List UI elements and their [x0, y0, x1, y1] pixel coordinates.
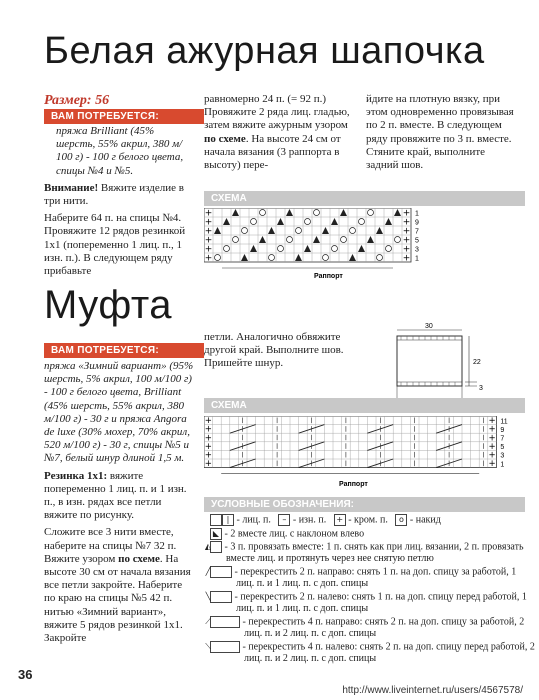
edge-stitch-mark: + — [488, 416, 496, 427]
decrease-mark — [277, 218, 284, 225]
edge-stitch-mark: + — [204, 217, 213, 228]
row-number-label: 5 — [415, 237, 419, 245]
muff-scheme-header: СХЕМА — [204, 398, 525, 413]
page-number: 36 — [18, 667, 33, 682]
decrease-mark — [295, 254, 302, 261]
yarn-over-mark — [305, 219, 311, 225]
legend-k2tog: ◣ - 2 вместе лиц. с наклоном влево — [210, 528, 510, 540]
edge-stitch-mark: + — [402, 253, 411, 264]
muff-title: Муфта — [44, 283, 172, 327]
decrease-mark — [268, 227, 275, 234]
edge-stitch-mark: + — [402, 235, 411, 246]
edge-stitch-mark: + — [488, 424, 496, 435]
yarn-over-mark — [323, 255, 329, 261]
yarn-over-mark — [314, 210, 320, 216]
decrease-mark — [367, 236, 374, 243]
decrease-mark — [331, 218, 338, 225]
yarn-over-mark — [224, 246, 230, 252]
decrease-mark — [385, 218, 392, 225]
edge-stitch-mark: + — [204, 416, 212, 427]
knit-icon — [210, 514, 222, 526]
row-number-label: 7 — [415, 228, 419, 236]
muff-text1: Сложите все 3 нити вместе, наберите на спицы №7 32 п. Вяжите узором по схеме. На высоте 30 см от начала вязания все петли закройте. Наберите по краю на спицы №5 42 п. нитью «Зимний вариант», вяжите 5 рядов резинкой 1х1. Закройте — [44, 526, 191, 645]
k2tog-left-icon: ◣ — [210, 528, 222, 540]
row-number-label: 1 — [500, 461, 505, 469]
yarn-over-mark — [215, 255, 221, 261]
yarn-over-mark — [242, 228, 248, 234]
yarn-over-mark — [350, 228, 356, 234]
row-number-label: 1 — [415, 210, 419, 218]
decrease-mark — [376, 227, 383, 234]
hat-materials: пряжа Brilliant (45% шерсть, 55% акрил, 380 м/ 100 г) - 100 г белого цвета, спицы №4 и №5. — [56, 125, 184, 177]
yarn-over-mark — [395, 237, 401, 243]
row-number-label: 9 — [415, 219, 419, 227]
edge-stitch-mark: + — [204, 459, 212, 470]
cross-mark — [367, 459, 393, 468]
hat-title: Белая ажурная шапочка — [44, 30, 485, 72]
knit-icon-alt: | — [222, 514, 234, 526]
decrease-mark — [313, 236, 320, 243]
decrease-mark — [394, 209, 401, 216]
legend-cross2l: ╲ - перекрестить 2 п. налево: снять 1 п. на доп. спицу перед работой, 1 лиц. п. и 1 лиц. п. с доп. спицы — [205, 591, 527, 615]
legend-cross2r: ╱ - перекрестить 2 п. направо: снять 1 п. на доп. спицу за работой, 1 лиц. п. и 1 лиц. п. с доп. спицы — [205, 566, 517, 590]
decrease-mark — [358, 245, 365, 252]
edge-stitch-icon: + — [334, 514, 346, 526]
muff-rib: Резинка 1х1: вяжите попеременно 1 лиц. п. и 1 изн. п., в изн. рядах все петли вяжите по рисунку. — [44, 469, 187, 522]
edge-stitch-mark: + — [204, 433, 212, 444]
yarn-over-mark — [260, 210, 266, 216]
legend-cross4l: ⟍ - перекрестить 4 п. налево: снять 2 п. на доп. спицу перед работой, 2 лиц. п. и 2 лиц. п. с доп. спицы — [205, 641, 535, 665]
edge-stitch-mark: + — [402, 244, 411, 255]
cross-mark — [367, 425, 393, 434]
row-number-label: 3 — [415, 246, 419, 254]
muff-scheme-chart — [204, 416, 516, 488]
legend-basic-row: | - лиц. п. – - изн. п. + - кром. п. o - накид — [210, 514, 510, 526]
hat-scheme-chart — [204, 208, 444, 280]
purl-icon: – — [278, 514, 290, 526]
hat-size: Размер: 56 — [44, 93, 110, 108]
edge-stitch-mark: + — [488, 459, 496, 470]
yarn-over-icon: o — [395, 514, 407, 526]
edge-stitch-mark: + — [488, 441, 496, 452]
decrease-mark — [349, 254, 356, 261]
cross-mark — [230, 442, 256, 451]
cross-mark — [299, 442, 325, 451]
hat-rapport-label: Раппорт — [314, 273, 343, 280]
decrease-mark — [232, 209, 239, 216]
edge-stitch-mark: + — [204, 253, 213, 264]
hat-text-col1 — [44, 125, 194, 278]
yarn-over-mark — [341, 237, 347, 243]
decrease-mark — [286, 209, 293, 216]
muff-rapport-label: Раппорт — [339, 481, 368, 488]
muff-materials: пряжа «Зимний вариант» (95% шерсть, 5% акрил, 100 м/100 г) - 100 г белого цвета, Brilliant (45% шерсть, 55% акрил, 380 м/100 г) - 30 г и пряжа Angora de luxe (30% мохер, 70% акрил, 520 м/100 г) - 30 г, спицы №5 и №7, белый шнур длиной 1,5 м. — [44, 360, 194, 465]
row-number-label: 9 — [500, 426, 505, 434]
row-number-label: 11 — [500, 418, 508, 426]
yarn-over-mark — [377, 255, 383, 261]
cross-mark — [299, 425, 325, 434]
cross-mark — [436, 459, 462, 468]
yarn-over-mark — [368, 210, 374, 216]
cross-4-left-icon: ⟍ — [210, 641, 240, 653]
yarn-over-mark — [251, 219, 257, 225]
edge-stitch-mark: + — [204, 244, 213, 255]
edge-stitch-mark: + — [204, 441, 212, 452]
decrease-mark — [259, 236, 266, 243]
muff-body-rect — [397, 336, 462, 386]
yarn-over-mark — [233, 237, 239, 243]
decrease-mark — [304, 245, 311, 252]
hat-text-col2: равномерно 24 п. (= 92 п.) Провяжите 2 ряда лиц. гладью, затем вяжите ажурным узором по схеме. На высоте 24 см от начала вязания (3 раппорта в высоту) пере- — [204, 93, 350, 172]
edge-stitch-mark: + — [402, 217, 411, 228]
cross-2-left-icon: ╲ — [210, 591, 232, 603]
decrease-mark — [322, 227, 329, 234]
cross-4-right-icon: ⟋ — [210, 616, 240, 628]
decrease-mark — [250, 245, 257, 252]
dim-30: 30 — [425, 323, 433, 330]
yarn-over-mark — [287, 237, 293, 243]
yarn-over-mark — [278, 246, 284, 252]
decrease-mark — [223, 218, 230, 225]
footer-url: http://www.liveinternet.ru/users/4567578/ — [342, 685, 523, 696]
row-number-label: 3 — [500, 452, 505, 460]
cross-mark — [230, 425, 256, 434]
row-number-label: 1 — [415, 255, 419, 263]
hat-attention: Внимание! Вяжите изделие в три нити. — [44, 181, 184, 208]
hat-text1: Наберите 64 п. на спицы №4. Провяжите 12 рядов резинкой 1х1 (попеременно 1 лиц. п., 1 изн. п.). В следующем ряду прибавьте — [44, 212, 186, 278]
hat-scheme-header: СХЕМА — [204, 191, 525, 206]
sk3-icon: ◭ — [210, 541, 222, 553]
cross-mark — [436, 425, 462, 434]
edge-stitch-mark: + — [204, 235, 213, 246]
yarn-over-mark — [359, 219, 365, 225]
cross-mark — [367, 442, 393, 451]
edge-stitch-mark: + — [488, 450, 496, 461]
muff-text-col2: петли. Аналогично обвяжите другой край. Выполните шов. Пришейте шнур. — [204, 331, 344, 370]
hat-text-col3: йдите на плотную вязку, при этом одновременно провязывая по 2 п. вместе. В следующем ряду провяжите по 3 п. вместе. Стяните край, выполните задний шов. — [366, 93, 514, 172]
hat-needs-header: ВАМ ПОТРЕБУЕТСЯ: — [44, 109, 204, 124]
cross-mark — [230, 459, 256, 468]
decrease-mark — [214, 227, 221, 234]
cross-mark — [436, 442, 462, 451]
row-number-label: 5 — [500, 444, 505, 452]
row-number-label: 7 — [500, 435, 505, 443]
decrease-mark — [241, 254, 248, 261]
muff-text-col1 — [44, 360, 194, 645]
cross-mark — [299, 459, 325, 468]
edge-stitch-mark: + — [402, 208, 411, 219]
edge-stitch-mark: + — [204, 424, 212, 435]
dim-3: 3 — [479, 385, 483, 392]
muff-needs-header: ВАМ ПОТРЕБУЕТСЯ: — [44, 343, 204, 358]
cross-2-right-icon: ╱ — [210, 566, 232, 578]
edge-stitch-mark: + — [488, 433, 496, 444]
legend-header: УСЛОВНЫЕ ОБОЗНАЧЕНИЯ: — [204, 497, 525, 512]
yarn-over-mark — [269, 255, 275, 261]
edge-stitch-mark: + — [204, 208, 213, 219]
edge-stitch-mark: + — [204, 450, 212, 461]
dim-22: 22 — [473, 359, 481, 366]
decrease-mark — [340, 209, 347, 216]
legend-sk3: ◭ - 3 п. провязать вместе: 1 п. снять как при лиц. вязании, 2 п. провязать вместе лиц. и протянуть через нее снятую петлю — [204, 541, 524, 565]
edge-stitch-mark: + — [402, 226, 411, 237]
legend-cross4r: ⟋ - перекрестить 4 п. направо: снять 2 п. на доп. спицу за работой, 2 лиц. п. и 2 лиц. п. с доп. спицы — [205, 616, 525, 640]
edge-stitch-mark: + — [204, 226, 213, 237]
yarn-over-mark — [332, 246, 338, 252]
yarn-over-mark — [386, 246, 392, 252]
yarn-over-mark — [296, 228, 302, 234]
